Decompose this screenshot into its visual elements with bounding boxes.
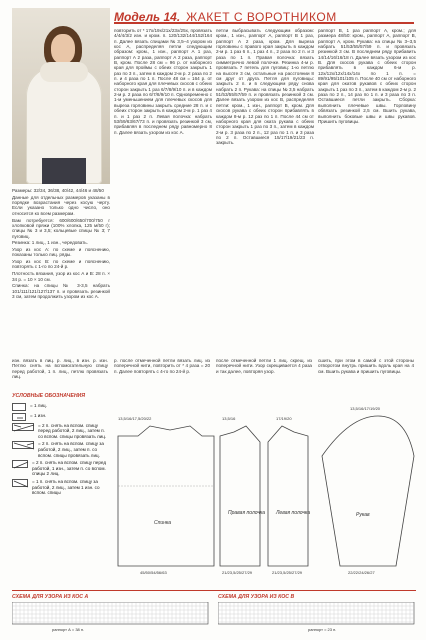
cross-front-symbol (12, 460, 28, 468)
rib-paragraph: Резинка: 1 лиц., 1 изн., чередовать. (12, 240, 88, 246)
text-column-3 (216, 28, 314, 354)
back-bottom-measure: 45/50/54/56/63 (140, 570, 167, 575)
band-col-2: р. после отмеченной петли вязать лиц. из поперечной нити, повторить от * 4 раза = 20 п. Далее повторять с 4-го по 24-й р. (114, 358, 210, 374)
back-paragraph: Спинка: на спицы № 3-3,5 набрать 101/111/121/127/137 п. и провязать резинкой 3 см, затем продолжить узором из кос А. (12, 283, 110, 299)
right-front-label: Правая полочка (228, 510, 266, 516)
band-col-3: после отмеченной петли 1 лиц. скрещ. из поперечной нити. Узор скрещивается 4 раза и так далее, повторяя узор. (216, 358, 312, 374)
legend-row (12, 403, 110, 411)
photo-collar (40, 62, 88, 82)
legend-text: = 1 лиц. (30, 402, 47, 408)
front-bottom-measure: 21/23,5/25/27/29 (222, 570, 253, 575)
photo-face (51, 34, 75, 64)
right-front-schematic (268, 426, 311, 566)
text-column-1 (12, 188, 110, 348)
text-band (12, 358, 416, 392)
cable-front-symbol (12, 423, 34, 431)
legend-text: = 2 п. снять на вспом. спицу перед работой, 1 изн., затем п. со вспом. спицы 2 лиц. (32, 460, 107, 477)
front2-top-measure: 17/19/20 (276, 416, 292, 421)
rapport-a-label: раппорт А = 38 п. (52, 627, 85, 632)
col2-text: повторить от * 17x/19x/21x/23x/25x, провязать 4/4/4/3/2 изн. и кром. п. 120/132/144/152/164 п. Далее вязать спицами № 3,5–4 узором из кос А, распределяя петли следующим образом: кром., 1 изн., раппорт А 1 раз, раппорт А 2 раза, раппорт А 2 раза, раппорт В, кром. После 28 см = 96 р. от наборного края для проймы с обеих сторон закрыть 1 раз по 3 п., затем в каждом 2-м р. 2 раза по 2 п. и 4 раза по 1 п. После 48 см = 164 р. от наборного края для плечевых скосов с обеих сторон закрыть 1 раз 6/7/8/9/10 п. и в каждом 2-м р. 2 раза по 6/7/8/9/10 п. Одновременно с 1-м уменьшением для плечевых скосов для выреза горловины закрыть средние 28 п. и с обеих сторон закрыть в каждом 2-м р. 1 раз 4 п. и 1 раз 2 п. Левая полочка: набрать 53/59/63/67/73 п. и провязать резинкой 3 см, прибавляя в последнем ряду равномерно 8 п. Далее вязать узором из кос А. (114, 28, 212, 135)
sleeve-bottom-measure: 22/22/24/26/27 (348, 570, 375, 575)
cable-left-icon (13, 424, 35, 432)
band-col-4: сшить, при этом в самой с этой стороны отворотом внутрь пришить вдоль края на 4 см. Вшить рукава и пришить пуговицы. (318, 358, 414, 374)
pattern-a-paragraph: Узор из кос А: по схеме и пояснению, показаны только лиц. ряды. (12, 247, 110, 258)
divider-rule (12, 590, 416, 591)
knit-symbol (12, 403, 26, 411)
sizes-paragraph: Размеры: 32/34, 36/38, 40/42, 44/46 и 48/50 (12, 188, 104, 193)
model-photo (12, 8, 110, 184)
col4-text: раппорт В, 1 раз раппорт А, кром.; для размера 48/50: кром., раппорт А, раппорт В, раппорт А, кром. Рукава: на спицы № 3–3,5 набрать 51/53/55/57/59 п. и провязать резинкой 3 см. В последнем ряду прибавить 14/14/16/16/18 п. Далее вязать узором из кос В. Для скосов рукава с обеих сторон прибавлять в каждом 6-м р. 12x/12x/12x/14x/14x по 1 п. = 89/91/95/101/105 п. После 40 см от наборного края для окатов рукавов с обеих сторон закрыть 1 раз по 3 п., затем в каждом 2-м р. 2 раза по 2 п., 14 раз по 1 п. и 3 раза по 3 п. Оставшиеся петли закрыть. Сборка: выполнить плечевые швы. Горловину обвязать резинкой 2,5 см. Вшить рукава, выполнить боковые швы и швы рукавов. Пришить пуговицы. (318, 28, 416, 124)
left-front-label: Левая полочка (276, 510, 311, 516)
sizes-note: Данные для отдельных размеров указаны в порядке возрастания через косую черту. Если указано только одно число, оно относится ко всем размерам. (12, 194, 110, 216)
back-schematic (118, 426, 214, 566)
back-label: Спинка (154, 520, 172, 526)
legend-text: = 1 п. снять на вспом. спицу за работой, 2 лиц., затем 1 изн. со вспом. спицы (32, 478, 100, 496)
band-col-1: изн. вязать в лиц. р. лиц., в изн. р. изн. Петлю снять на вспомогательную спицу перед работой, 1 п. лиц., петлю провязать лиц. (12, 358, 108, 380)
col3-text: петли выбрасывать следующим образом: кром., 1 изн., раппорт А, раппорт В 1 раз, раппорт А 2 раза, кром. Для выреза горловины с правого края закрыть в каждом 2-м р. 1 раз 6 п., 1 раз 4 п., 2 раза по 2 п. и 3 раза по 1 п. Правая полочка: вязать симметрично левой полочке. Резинка 4-м р. провязать 7 петель для пуговиц: 1-ю петлю на высоте 3 см, остальные на расстоянии 8 см друг от друга. Петля для пуговицы: закрыть 2 п. и в следующем ряду снова набрать 2 п. Рукава: на спицы № 3,5 набрать 51/53/55/57/59 п. и провязать резинкой 3 см. Далее вязать узором из кос В, распределяя петли: кром., 1 изн., раппорт В, кром. Для скосов рукава с обеих сторон прибавлять в каждом 8-м р. 12 раз по 1 п. После 44 см от наборного края для оката рукава с обеих сторон закрыть 1 раз по 3 п., затем в каждом 2-м р. 3 раза по 2 п., 12 раз по 1 п. и 3 раза по 2 п. Оставшиеся 15/17/19/21/23 п. закрыть. (216, 28, 314, 146)
left-front-schematic (220, 426, 260, 566)
purl-dash-icon (13, 414, 27, 422)
materials-paragraph: Вам потребуется: 600/600/650/700/750 г хлопковой пряжи (100% хлопка, 125 м/50 г); спицы № 3 и 3,5; кольцевые спицы № 3; 7 пуговиц. (12, 217, 110, 239)
legend-text: = 1 изн. (30, 412, 47, 418)
legend-text: = 2 п. снять на вспом. спицу за работой, 2 лиц., затем п. со вспом. спицы провязать лиц. (38, 441, 104, 458)
legend-row (12, 441, 110, 458)
legend-row (12, 479, 110, 496)
chart-a-title: СХЕМА ДЛЯ УЗОРА ИЗ КОС А (12, 594, 89, 600)
front2-bottom-measure: 21/23,5/25/27/29 (272, 570, 303, 575)
chart-b-grid (218, 602, 418, 632)
text-column-4 (318, 28, 416, 354)
page-header (114, 10, 414, 24)
cable-back-symbol (12, 441, 34, 449)
photo-pants (42, 158, 86, 184)
gauge-paragraph: Плотность вязания, узор из кос А и В: 28 п. × 34 р. = 10 × 10 см. (12, 271, 110, 282)
legend (12, 394, 110, 498)
back-top-measure: 13,5/16/17,5/20/22 (118, 416, 152, 421)
front-top-measure: 13,5/16 (222, 416, 236, 421)
cross-back-symbol (12, 479, 28, 487)
sleeve-top-measure: 13,5/16/17/19/20 (350, 406, 381, 411)
cross-right-icon (13, 480, 29, 488)
text-column-2 (114, 28, 212, 354)
sleeve-schematic (322, 416, 414, 566)
cross-left-icon (13, 461, 29, 469)
model-number: Модель 14. (114, 10, 181, 24)
chart-b-title: СХЕМА ДЛЯ УЗОРА ИЗ КОС В (218, 594, 295, 600)
rapport-b-label: раппорт = 23 п. (308, 627, 337, 632)
pattern-b-paragraph: Узор из кос В: по схеме и пояснению, повторять с 1-го по 24-й р. (12, 259, 110, 270)
model-title: ЖАКЕТ С ВОРОТНИКОМ (186, 10, 337, 24)
sleeve-label: Рукав (356, 512, 370, 518)
purl-symbol (12, 413, 26, 421)
legend-row (12, 413, 110, 421)
legend-row (12, 423, 110, 440)
legend-title: УСЛОВНЫЕ ОБОЗНАЧЕНИЯ (12, 393, 86, 399)
legend-row (12, 460, 110, 477)
cable-right-icon (13, 442, 35, 450)
legend-text: = 2 п. снять на вспом. спицу перед работой, 2 лиц., затем п. со вспом. спицы провязать лиц. (38, 422, 107, 439)
garment-schematics (110, 396, 420, 586)
chart-a-grid (12, 602, 212, 632)
